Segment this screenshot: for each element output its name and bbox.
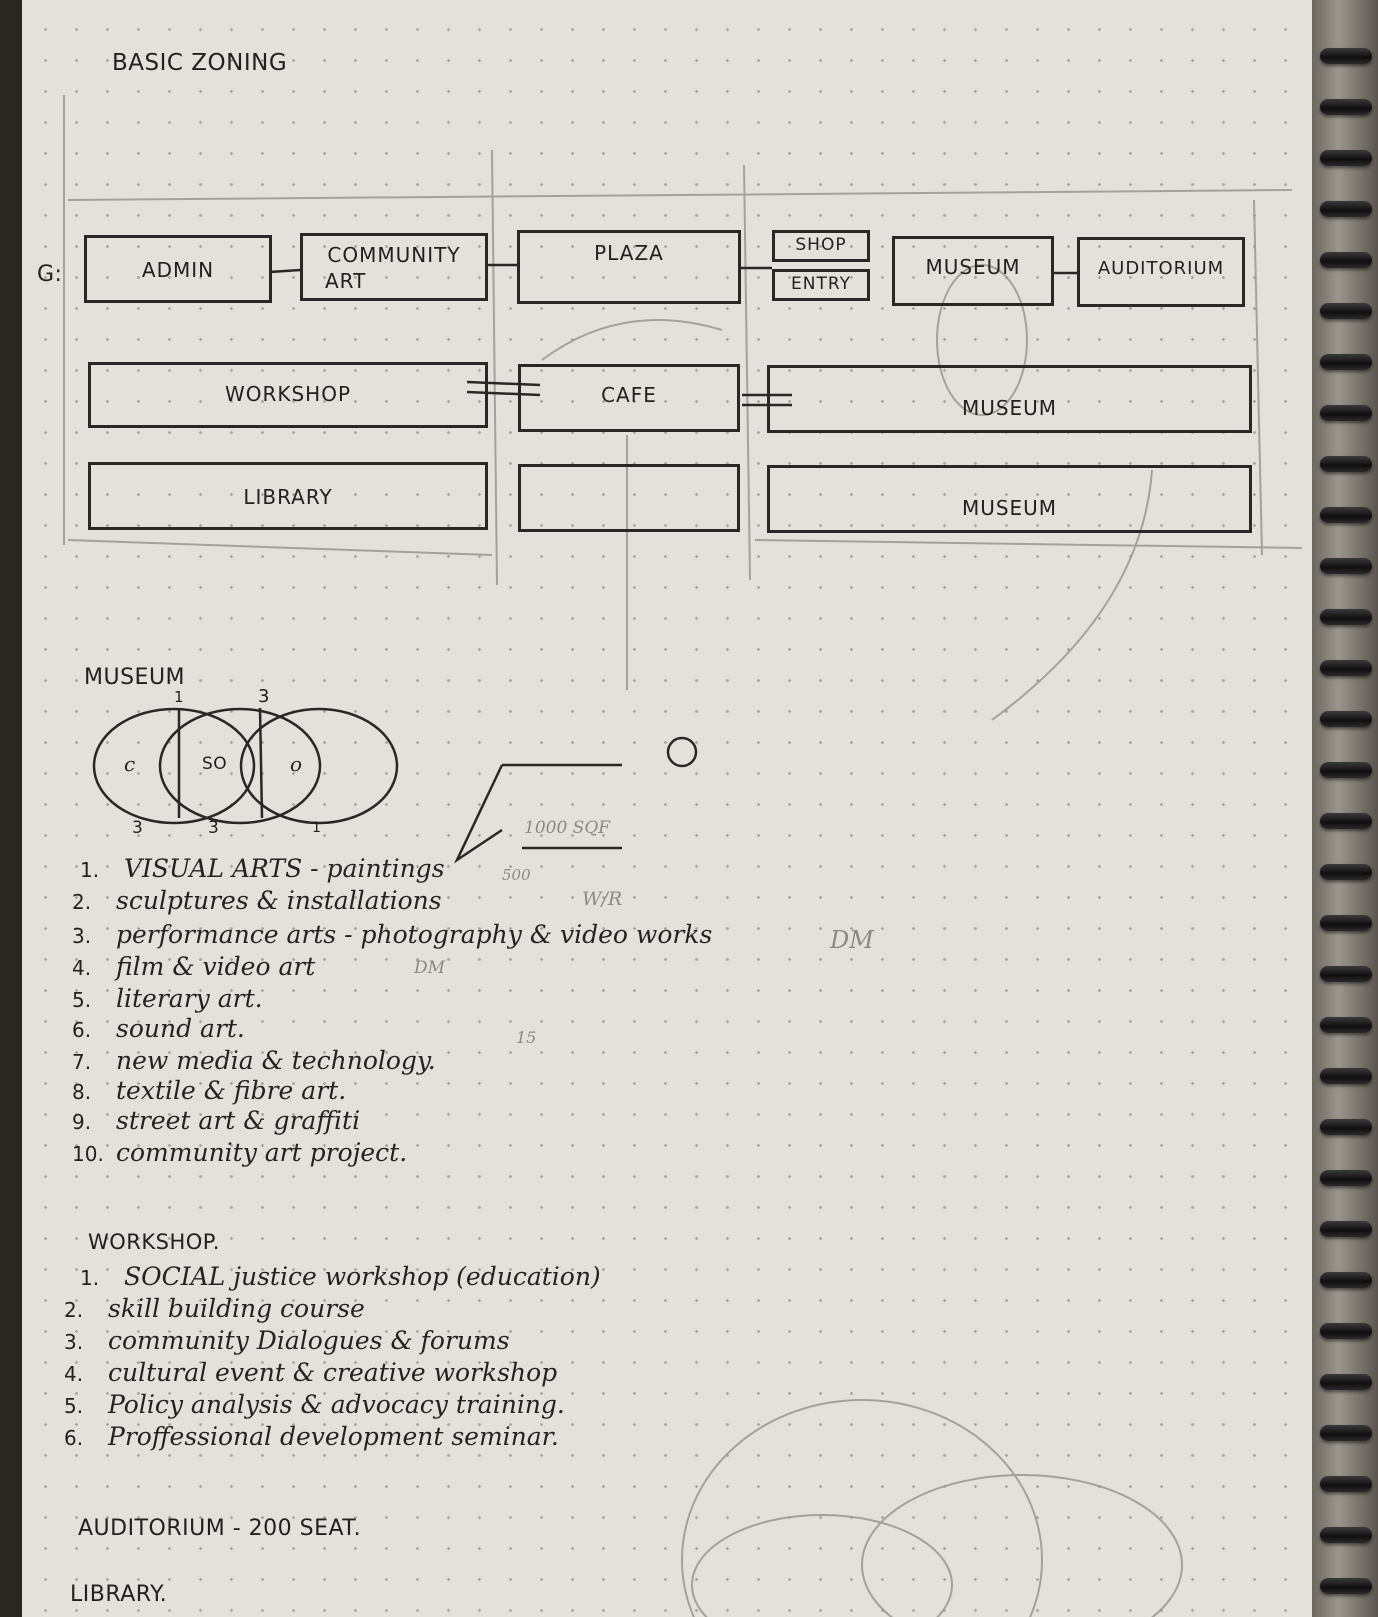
- museum-list-item: 1. VISUAL ARTS - paintings: [80, 854, 445, 883]
- spiral-coil: [1320, 1323, 1372, 1339]
- spiral-coil: [1320, 915, 1372, 931]
- workshop-list-item: 4. cultural event & creative workshop: [64, 1358, 558, 1387]
- museum-list-item: 4. film & video art: [72, 952, 316, 981]
- zone-museum-top: [892, 236, 1054, 306]
- venn-bottom-number-2: 3: [208, 818, 220, 838]
- margin-note: 500: [502, 866, 531, 884]
- venn-label-so: SO: [202, 754, 228, 774]
- auditorium-note: AUDITORIUM - 200 SEAT.: [78, 1516, 362, 1541]
- spiral-coil: [1320, 966, 1372, 982]
- zone-auditorium: [1077, 237, 1245, 307]
- spiral-coil: [1320, 201, 1372, 217]
- workshop-list-item: 1. SOCIAL justice workshop (education): [80, 1262, 601, 1291]
- museum-list-item: 6. sound art.: [72, 1014, 245, 1043]
- workshop-list-item: 6. Proffessional development seminar.: [64, 1422, 559, 1451]
- spiral-binding: [1312, 0, 1378, 1617]
- zone-museum-bottom: [767, 465, 1252, 533]
- spiral-coil: [1320, 150, 1372, 166]
- margin-note: 15: [516, 1028, 537, 1047]
- workshop-list-item: 3. community Dialogues & forums: [64, 1326, 510, 1355]
- spiral-coil: [1320, 1119, 1372, 1135]
- spiral-coil: [1320, 507, 1372, 523]
- zone-workshop: [88, 362, 488, 428]
- zone-community-art-label-2: ART: [325, 269, 367, 293]
- spiral-coil: [1320, 252, 1372, 268]
- venn-bottom-number-3: 1: [312, 820, 322, 836]
- zone-museum-top-label: MUSEUM: [925, 255, 1021, 279]
- notebook-page: [22, 0, 1322, 1617]
- spiral-coil: [1320, 405, 1372, 421]
- zone-admin-label: ADMIN: [141, 258, 215, 282]
- venn-top-number-1: 1: [174, 688, 185, 706]
- spiral-coil: [1320, 864, 1372, 880]
- zone-cafe: [518, 364, 740, 432]
- zoning-title: BASIC ZONING: [112, 50, 288, 76]
- spiral-coil: [1320, 354, 1372, 370]
- spiral-coil: [1320, 303, 1372, 319]
- zone-museum-mid-label: MUSEUM: [961, 396, 1058, 420]
- grid-mark: G:: [37, 262, 63, 287]
- museum-list-item: 2. sculptures & installations: [72, 886, 442, 915]
- zone-auditorium-label: AUDITORIUM: [1097, 258, 1225, 279]
- spiral-coil: [1320, 48, 1372, 64]
- margin-note: W/R: [582, 888, 623, 910]
- workshop-heading: WORKSHOP.: [88, 1230, 220, 1254]
- margin-note: DM: [830, 926, 874, 954]
- spiral-coil: [1320, 1068, 1372, 1084]
- spiral-coil: [1320, 762, 1372, 778]
- spiral-coil: [1320, 660, 1372, 676]
- spiral-coil: [1320, 1221, 1372, 1237]
- museum-list-item: 3. performance arts - photography & video works: [72, 920, 713, 949]
- spiral-coil: [1320, 711, 1372, 727]
- zone-community-art: [300, 233, 488, 301]
- area-annotation: 1000 SQF: [524, 818, 611, 838]
- spiral-coil: [1320, 1017, 1372, 1033]
- zone-shop-label: SHOP: [795, 235, 847, 255]
- zone-museum-mid: [767, 365, 1252, 433]
- spiral-coil: [1320, 609, 1372, 625]
- zone-admin: [84, 235, 272, 303]
- spiral-coil: [1320, 813, 1372, 829]
- zone-library-label: LIBRARY: [243, 485, 333, 509]
- venn-top-number-2: 3: [258, 686, 270, 707]
- library-heading: LIBRARY.: [70, 1582, 168, 1607]
- zone-entry: [772, 269, 870, 301]
- spiral-coil: [1320, 1578, 1372, 1594]
- venn-label-c: c: [124, 752, 136, 776]
- museum-list-item: 8. textile & fibre art.: [72, 1076, 347, 1105]
- zone-entry-label: ENTRY: [791, 274, 851, 294]
- spiral-coil: [1320, 456, 1372, 472]
- spiral-coil: [1320, 1425, 1372, 1441]
- zone-library: [88, 462, 488, 530]
- zone-museum-bottom-label: MUSEUM: [961, 496, 1058, 520]
- spiral-coil: [1320, 1374, 1372, 1390]
- zone-plaza: [517, 230, 741, 304]
- spiral-coil: [1320, 1170, 1372, 1186]
- spiral-coil: [1320, 1527, 1372, 1543]
- spiral-coil: [1320, 1272, 1372, 1288]
- zone-shop: [772, 230, 870, 262]
- venn-label-o: o: [290, 752, 303, 776]
- workshop-list-item: 2. skill building course: [64, 1294, 365, 1323]
- zone-cafe-label: CAFE: [601, 383, 657, 407]
- spiral-coil: [1320, 99, 1372, 115]
- zone-unlabeled: [518, 464, 740, 532]
- museum-heading: MUSEUM: [84, 665, 186, 690]
- museum-list-item: 10. community art project.: [72, 1138, 408, 1167]
- workshop-list-item: 5. Policy analysis & advocacy training.: [64, 1390, 565, 1419]
- venn-bottom-number-1: 3: [132, 818, 144, 838]
- museum-list-item: 9. street art & graffiti: [72, 1106, 361, 1135]
- museum-list-item: 7. new media & technology.: [72, 1046, 436, 1075]
- museum-list-item: 5. literary art.: [72, 984, 263, 1013]
- margin-note: DM: [414, 958, 446, 978]
- spiral-coil: [1320, 1476, 1372, 1492]
- zone-workshop-label: WORKSHOP: [224, 382, 352, 406]
- spiral-coil: [1320, 558, 1372, 574]
- zone-community-art-label-1: COMMUNITY: [327, 243, 461, 267]
- zone-plaza-label: PLAZA: [594, 241, 664, 265]
